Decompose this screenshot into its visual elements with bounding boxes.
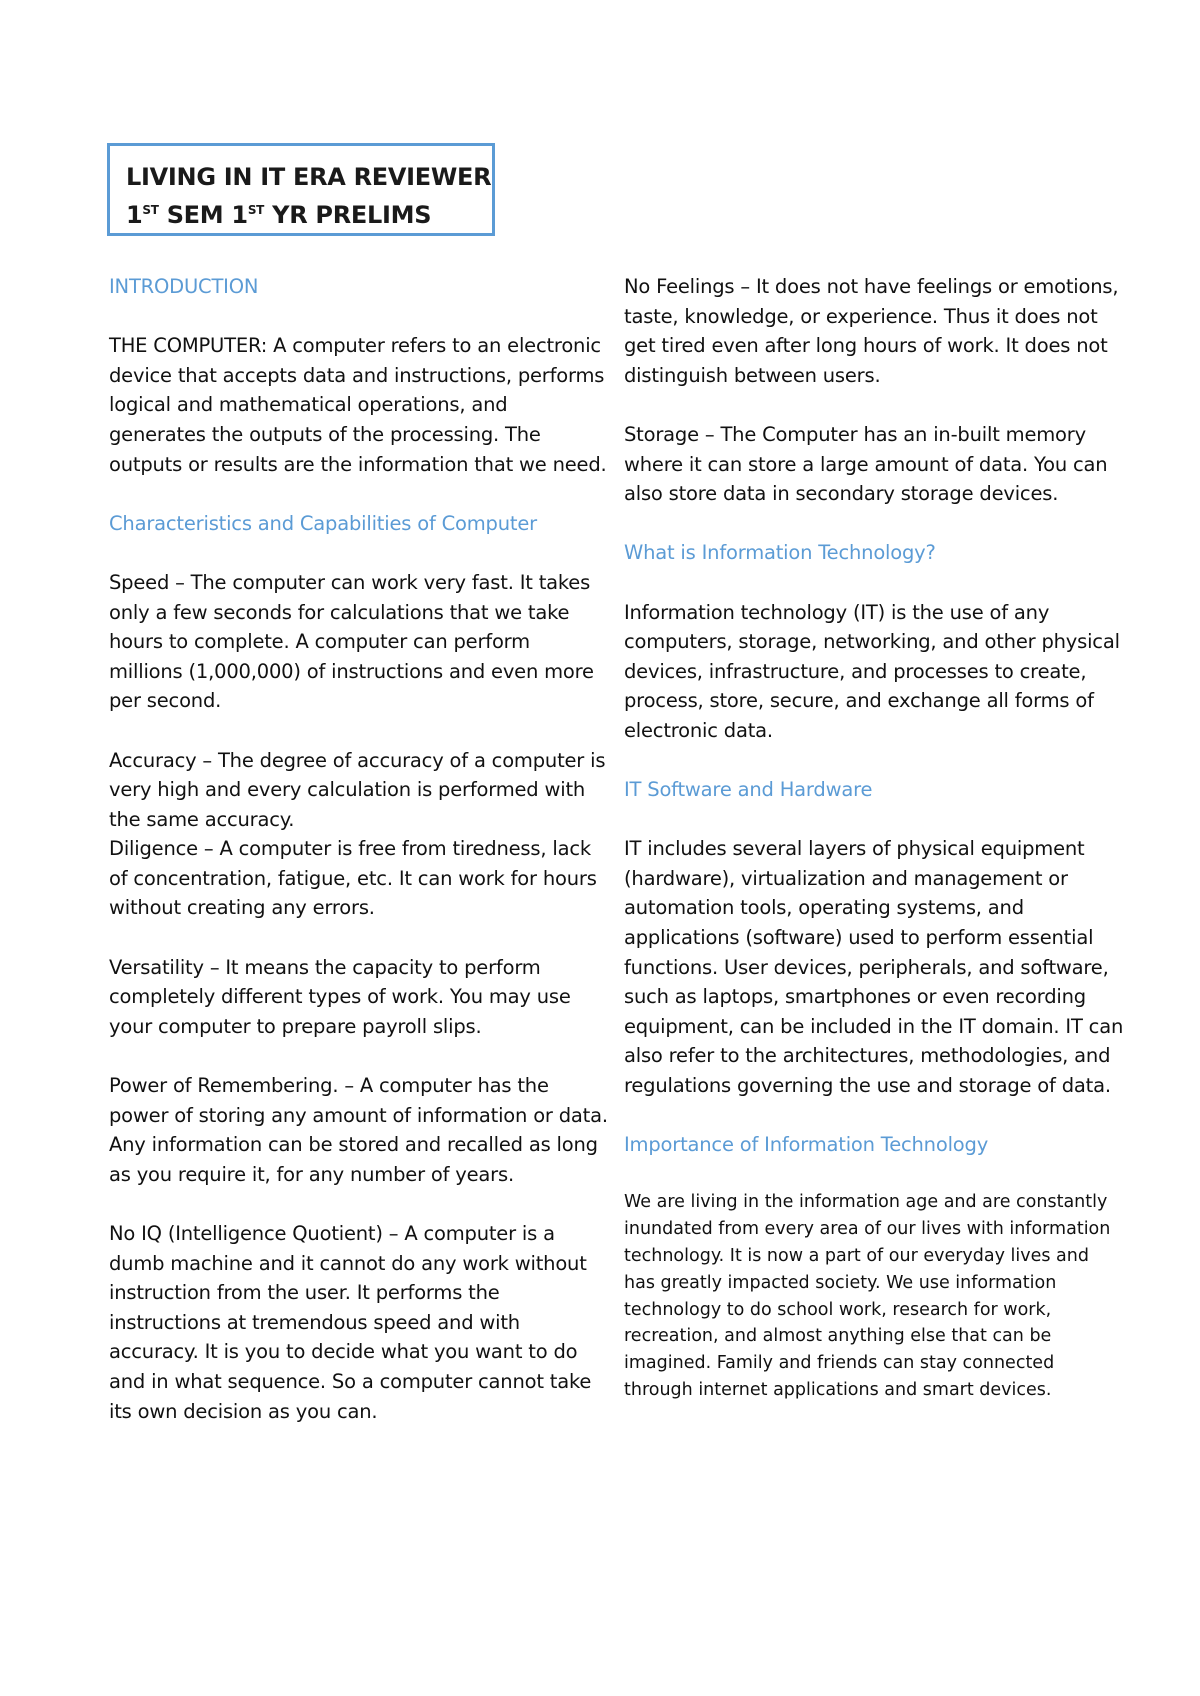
document-subtitle bbox=[126, 196, 478, 234]
importance-heading: Importance of Information Technology bbox=[624, 1133, 989, 1157]
title-box bbox=[107, 143, 495, 236]
introduction-heading: INTRODUCTION bbox=[109, 275, 259, 298]
diligence-paragraph: Diligence – A computer is free from tiredness, lack of concentration, fatigue, etc. It can work for hours without creating any errors. bbox=[109, 837, 597, 920]
characteristics-heading: Characteristics and Capabilities of Computer bbox=[109, 511, 537, 535]
versatility-paragraph: Versatility – It means the capacity to perform completely different types of work. You may use your computer to prepare payroll slips. bbox=[109, 955, 571, 1038]
importance-paragraph: We are living in the information age and are constantly inundated from every area of our lives with information technology. It is now a part of our everyday lives and has greatly impacted society. We use information technology to do school work, research for work, recreation, and almost anything else that can be imagined. Family and friends can stay connected through internet applications and smart devices. bbox=[624, 1192, 1111, 1400]
left-column bbox=[109, 272, 609, 1456]
what-is-it-heading: What is Information Technology? bbox=[624, 541, 936, 565]
power-of-remembering-paragraph: Power of Remembering. – A computer has the power of storing any amount of information or data. Any information can be stored and recalled as long as you require it, for any number of years. bbox=[109, 1074, 608, 1186]
accuracy-paragraph: Accuracy – The degree of accuracy of a computer is very high and every calculation is performed with the same accuracy. bbox=[109, 748, 606, 831]
document-title: LIVING IN IT ERA REVIEWER bbox=[126, 163, 492, 191]
it-definition-paragraph: Information technology (IT) is the use of any computers, storage, networking, and other physical devices, infrastructure, and processes to create, process, store, secure, and exchange all forms of electronic data. bbox=[624, 600, 1120, 742]
right-column bbox=[624, 272, 1124, 1433]
storage-paragraph: Storage – The Computer has an in-built memory where it can store a large amount of data. You can also store data in secondary storage devices. bbox=[624, 422, 1108, 506]
ordinal-suffix: ST bbox=[142, 203, 159, 217]
ordinal-suffix: ST bbox=[247, 203, 265, 217]
computer-definition: THE COMPUTER: A computer refers to an electronic device that accepts data and instructions, performs logical and mathematical operations, and generates the outputs of the processing. The outputs or results are the information that we need. bbox=[109, 334, 607, 476]
subtitle-part: YR PRELIMS bbox=[264, 201, 432, 229]
subtitle-part: SEM 1 bbox=[158, 201, 248, 229]
no-feelings-paragraph: No Feelings – It does not have feelings or emotions, taste, knowledge, or experience. Thus it does not get tired even after long hours of work. It does not distinguish between users. bbox=[624, 275, 1119, 387]
subtitle-part: 1 bbox=[126, 201, 143, 229]
software-hardware-heading: IT Software and Hardware bbox=[624, 778, 873, 802]
no-iq-paragraph: No IQ (Intelligence Quotient) – A computer is a dumb machine and it cannot do any work without instruction from the user. It performs the instructions at tremendous speed and with accuracy. It is you to decide what you want to do and in what sequence. So a computer cannot take its own decision as you can. bbox=[109, 1222, 592, 1423]
speed-paragraph: Speed – The computer can work very fast. It takes only a few seconds for calculations that we take hours to complete. A computer can perform millions (1,000,000) of instructions and even more per second. bbox=[109, 570, 594, 713]
software-hardware-paragraph: IT includes several layers of physical equipment (hardware), virtualization and management or automation tools, operating systems, and applications (software) used to perform essential functions. User devices, peripherals, and software, such as laptops, smartphones or even recording equipment, can be included in the IT domain. IT can also refer to the architectures, methodologies, and regulations governing the use and storage of data. bbox=[624, 837, 1124, 1098]
